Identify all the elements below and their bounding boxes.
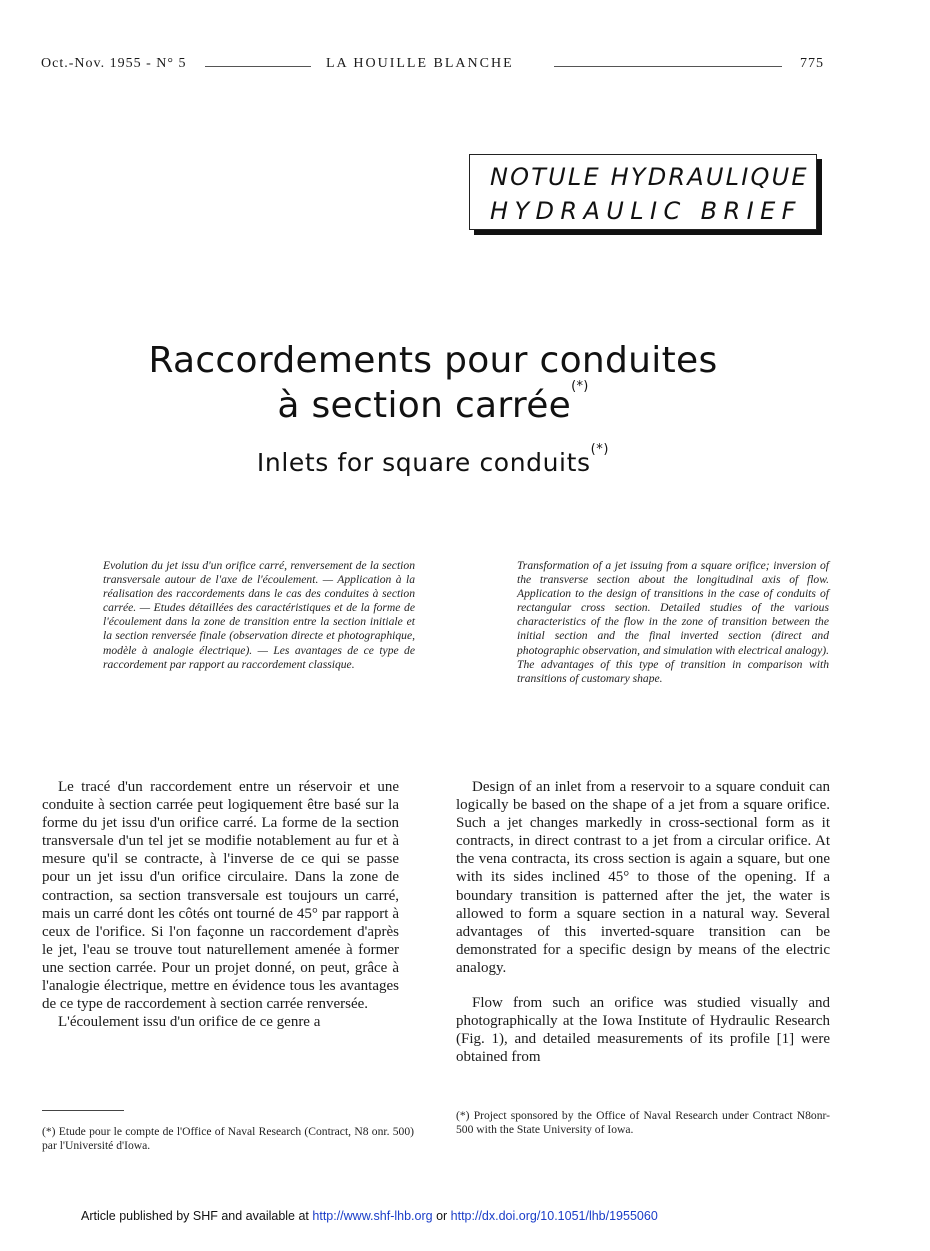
section-label-box: [469, 154, 817, 230]
footnote-rule: [42, 1110, 124, 1111]
header-rule-right: [554, 66, 782, 67]
header-journal-title: LA HOUILLE BLANCHE: [326, 56, 514, 71]
title-fr-line2: à section carrée(*): [277, 379, 589, 426]
title-footnote-mark: (*): [571, 379, 589, 394]
abstract-fr: Evolution du jet issu d'un orifice carré, renversement de la section transversale autour de l'axe de l'écoulement. — Application à la réalisation des raccordements dans le cas des conduites à section carrée. — Etudes détaillées des caractéristiques et de la forme de l'écoulement dans la zone de transition entre la section initiale et la section renversée finale (observation directe et photographique, modèle à analogie électrique). — Les avantages de ce type de raccordement par rapport au raccordement classique.: [103, 559, 415, 671]
header-issue: Oct.-Nov. 1955 - N° 5: [41, 56, 187, 71]
section-label-fr: NOTULE HYDRAULIQUE: [490, 163, 809, 191]
credit-separator: or: [432, 1209, 451, 1223]
credit-text: Article published by SHF and available at: [81, 1209, 313, 1223]
footnote-en: (*) Project sponsored by the Office of Naval Research under Contract N8onr-500 with the State University of Iowa.: [456, 1109, 830, 1136]
publication-credit: [81, 1209, 658, 1223]
body-column-fr: [42, 778, 399, 1031]
body-paragraph: Flow from such an orifice was studied visually and photographically at the Iowa Institute of Hydraulic Research (Fig. 1), and detailed measurements of its profile [1] were obtained from: [456, 995, 830, 1066]
footnote-fr: (*) Etude pour le compte de l'Office of Naval Research (Contract, N8 onr. 500) par l'Université d'Iowa.: [42, 1125, 414, 1152]
section-label-en: HYDRAULIC BRIEF: [490, 197, 802, 225]
title-fr-line1: Raccordements pour conduites: [148, 340, 718, 381]
body-paragraph: L'écoulement issu d'un orifice de ce genre a: [58, 1014, 321, 1031]
header-page-number: 775: [800, 56, 824, 71]
body-paragraph: Design of an inlet from a reservoir to a square conduit can logically be based on the shape of a jet from a square orifice. Such a jet changes markedly in cross-sectional form as it contracts, in direct contrast to a jet from a circular orifice. At the vena contracta, its cross section is again a square, but one with its sides inclined 45° to those of the opening. If a boundary transition is patterned after the jet, the water is allowed to form a square section in a natural way. Several advantages of this inverted-square transition can be demonstrated for a specific design by means of the electric analogy.: [456, 779, 830, 976]
title-en: Inlets for square conduits(*): [256, 442, 610, 477]
doi-link[interactable]: http://dx.doi.org/10.1051/lhb/1955060: [450, 1209, 658, 1223]
shf-link[interactable]: http://www.shf-lhb.org: [312, 1209, 433, 1223]
body-column-en: [456, 778, 830, 1066]
abstract-en: Transformation of a jet issuing from a square orifice; inversion of the transverse section about the longitudinal axis of flow. Application to the design of transitions in the case of conduits of rectangular cross section. Detailed studies of the various characteristics of the flow in the zone of transition between the initial section and the final inverted section (direct and photographic observation, and simulation with electrical analogy). The advantages of this type of transition in comparison with transitions of customary shape.: [517, 559, 829, 685]
body-paragraph: Le tracé d'un raccordement entre un réservoir et une conduite à section carrée peut logiquement être basé sur la forme du jet issu d'un orifice carré. La forme de la section transversale d'un tel jet se modifie notablement au fur et à mesure qu'il se contracte, à l'inverse de ce qui se passe pour un jet issu d'un orifice circulaire. Dans la zone de contraction, sa section transversale est toujours un carré, mais un carré dont les côtés ont tourné de 45° par rapport à ceux de l'orifice. Si l'on façonne un raccordement d'après le jet, l'eau se trouve tout naturellement amenée à former une section carrée. Pour un projet donné, on peut, grâce à l'analogie électrique, mettre en évidence tous les avantages de ce type de raccordement à section carrée renversée.: [42, 779, 399, 1013]
header-rule-left: [205, 66, 311, 67]
title-en-footnote-mark: (*): [590, 442, 610, 457]
